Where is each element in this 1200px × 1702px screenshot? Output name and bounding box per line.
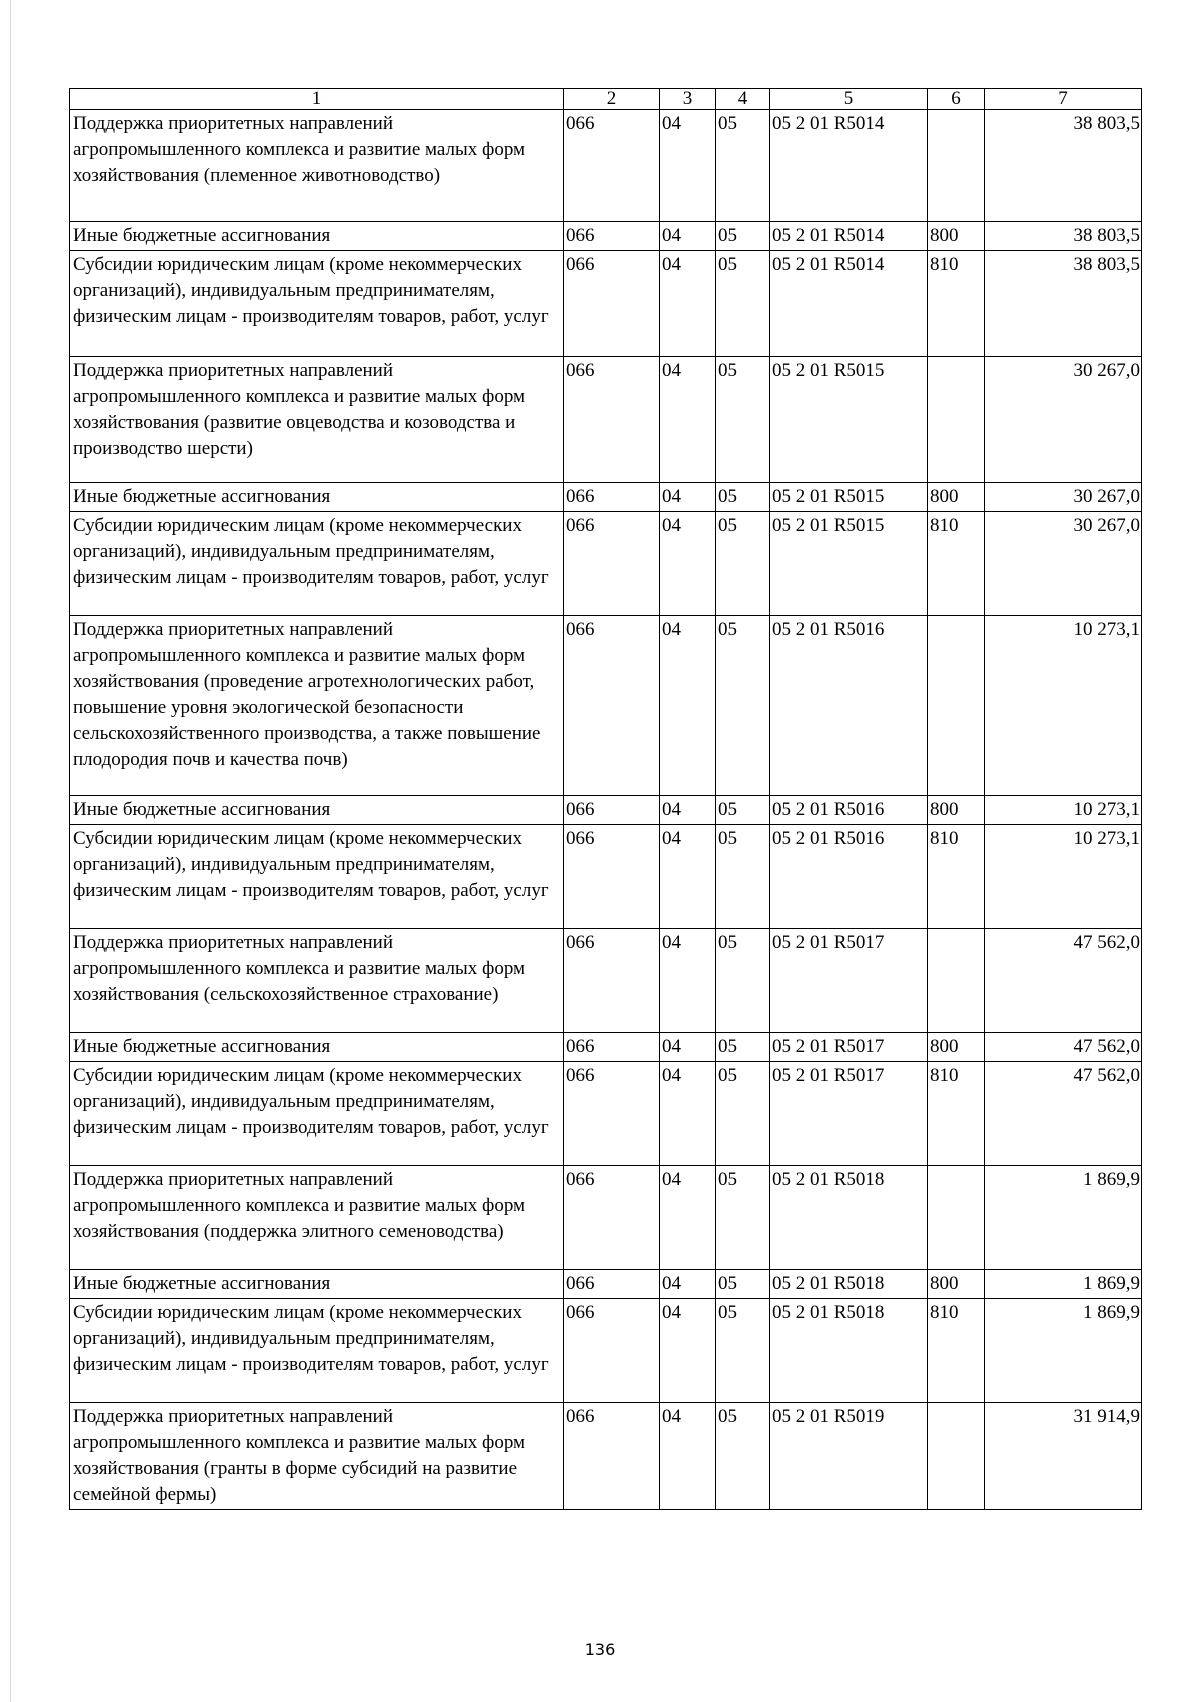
cell-subsection: 05 xyxy=(716,1166,770,1270)
cell-target-article: 05 2 01 R5017 xyxy=(770,1033,928,1062)
cell-subsection: 05 xyxy=(716,929,770,1033)
cell-target-article: 05 2 01 R5018 xyxy=(770,1166,928,1270)
cell-section: 04 xyxy=(660,222,716,251)
cell-target-article: 05 2 01 R5016 xyxy=(770,825,928,929)
cell-expense-type: 800 xyxy=(928,1270,985,1299)
cell-subsection: 05 xyxy=(716,796,770,825)
cell-subsection: 05 xyxy=(716,110,770,222)
cell-target-article: 05 2 01 R5015 xyxy=(770,483,928,512)
col-header-5: 5 xyxy=(770,89,928,110)
cell-target-article: 05 2 01 R5018 xyxy=(770,1270,928,1299)
cell-expense-type: 810 xyxy=(928,825,985,929)
cell-amount: 30 267,0 xyxy=(985,483,1142,512)
cell-ministry-code: 066 xyxy=(564,796,660,825)
cell-section: 04 xyxy=(660,251,716,357)
cell-amount: 1 869,9 xyxy=(985,1166,1142,1270)
cell-expense-type: 800 xyxy=(928,1033,985,1062)
col-header-4: 4 xyxy=(716,89,770,110)
table-row xyxy=(70,222,1142,251)
table-row xyxy=(70,1033,1142,1062)
cell-amount: 30 267,0 xyxy=(985,357,1142,483)
cell-expense-type xyxy=(928,616,985,796)
cell-section: 04 xyxy=(660,1299,716,1403)
cell-ministry-code: 066 xyxy=(564,1270,660,1299)
cell-amount: 30 267,0 xyxy=(985,512,1142,616)
cell-expense-type: 810 xyxy=(928,1299,985,1403)
cell-subsection: 05 xyxy=(716,825,770,929)
table-row xyxy=(70,512,1142,616)
cell-name: Субсидии юридическим лицам (кроме некоммерческих организаций), индивидуальным предпринимателям, физическим лицам - производителям товаров, работ, услуг xyxy=(70,1299,564,1403)
cell-section: 04 xyxy=(660,1033,716,1062)
table-row xyxy=(70,357,1142,483)
cell-name: Иные бюджетные ассигнования xyxy=(70,483,564,512)
cell-section: 04 xyxy=(660,1270,716,1299)
cell-subsection: 05 xyxy=(716,1033,770,1062)
cell-name: Поддержка приоритетных направлений агропромышленного комплекса и развитие малых форм хозяйствования (проведение агротехнологических работ, повышение уровня экологической безопасности сельскохозяйственного производства, а также повышение плодородия почв и качества почв) xyxy=(70,616,564,796)
cell-ministry-code: 066 xyxy=(564,825,660,929)
cell-target-article: 05 2 01 R5014 xyxy=(770,251,928,357)
cell-target-article: 05 2 01 R5019 xyxy=(770,1403,928,1510)
cell-section: 04 xyxy=(660,616,716,796)
cell-section: 04 xyxy=(660,929,716,1033)
cell-section: 04 xyxy=(660,110,716,222)
cell-name: Поддержка приоритетных направлений агропромышленного комплекса и развитие малых форм хозяйствования (поддержка элитного семеноводства) xyxy=(70,1166,564,1270)
table-row xyxy=(70,929,1142,1033)
cell-subsection: 05 xyxy=(716,616,770,796)
cell-target-article: 05 2 01 R5014 xyxy=(770,110,928,222)
cell-ministry-code: 066 xyxy=(564,1299,660,1403)
cell-amount: 38 803,5 xyxy=(985,110,1142,222)
cell-amount: 1 869,9 xyxy=(985,1270,1142,1299)
cell-amount: 10 273,1 xyxy=(985,796,1142,825)
cell-section: 04 xyxy=(660,1062,716,1166)
table-row xyxy=(70,1270,1142,1299)
cell-ministry-code: 066 xyxy=(564,616,660,796)
cell-subsection: 05 xyxy=(716,1299,770,1403)
cell-target-article: 05 2 01 R5016 xyxy=(770,616,928,796)
table-row xyxy=(70,110,1142,222)
col-header-2: 2 xyxy=(564,89,660,110)
table-row xyxy=(70,616,1142,796)
cell-amount: 47 562,0 xyxy=(985,1062,1142,1166)
header-row xyxy=(70,89,1142,110)
cell-name: Иные бюджетные ассигнования xyxy=(70,796,564,825)
cell-amount: 38 803,5 xyxy=(985,251,1142,357)
cell-expense-type xyxy=(928,110,985,222)
cell-target-article: 05 2 01 R5017 xyxy=(770,929,928,1033)
cell-name: Субсидии юридическим лицам (кроме некоммерческих организаций), индивидуальным предпринимателям, физическим лицам - производителям товаров, работ, услуг xyxy=(70,1062,564,1166)
cell-name: Иные бюджетные ассигнования xyxy=(70,1033,564,1062)
cell-expense-type: 800 xyxy=(928,796,985,825)
cell-subsection: 05 xyxy=(716,1403,770,1510)
table-row xyxy=(70,1299,1142,1403)
table-row xyxy=(70,483,1142,512)
cell-section: 04 xyxy=(660,483,716,512)
cell-name: Поддержка приоритетных направлений агропромышленного комплекса и развитие малых форм хозяйствования (сельскохозяйственное страхование) xyxy=(70,929,564,1033)
col-header-1: 1 xyxy=(70,89,564,110)
cell-section: 04 xyxy=(660,825,716,929)
cell-expense-type xyxy=(928,1403,985,1510)
cell-amount: 10 273,1 xyxy=(985,825,1142,929)
cell-expense-type: 810 xyxy=(928,1062,985,1166)
cell-name: Субсидии юридическим лицам (кроме некоммерческих организаций), индивидуальным предпринимателям, физическим лицам - производителям товаров, работ, услуг xyxy=(70,825,564,929)
table-row xyxy=(70,1166,1142,1270)
cell-section: 04 xyxy=(660,1166,716,1270)
cell-ministry-code: 066 xyxy=(564,1403,660,1510)
cell-name: Поддержка приоритетных направлений агропромышленного комплекса и развитие малых форм хозяйствования (племенное животноводство) xyxy=(70,110,564,222)
cell-ministry-code: 066 xyxy=(564,483,660,512)
cell-name: Поддержка приоритетных направлений агропромышленного комплекса и развитие малых форм хозяйствования (гранты в форме субсидий на развитие семейной фермы) xyxy=(70,1403,564,1510)
cell-section: 04 xyxy=(660,512,716,616)
cell-target-article: 05 2 01 R5014 xyxy=(770,222,928,251)
cell-name: Иные бюджетные ассигнования xyxy=(70,1270,564,1299)
cell-ministry-code: 066 xyxy=(564,110,660,222)
cell-amount: 47 562,0 xyxy=(985,929,1142,1033)
cell-ministry-code: 066 xyxy=(564,251,660,357)
col-header-3: 3 xyxy=(660,89,716,110)
table-row xyxy=(70,796,1142,825)
cell-section: 04 xyxy=(660,796,716,825)
cell-section: 04 xyxy=(660,357,716,483)
cell-target-article: 05 2 01 R5018 xyxy=(770,1299,928,1403)
cell-name: Субсидии юридическим лицам (кроме некоммерческих организаций), индивидуальным предпринимателям, физическим лицам - производителям товаров, работ, услуг xyxy=(70,251,564,357)
col-header-7: 7 xyxy=(985,89,1142,110)
cell-expense-type xyxy=(928,1166,985,1270)
cell-amount: 31 914,9 xyxy=(985,1403,1142,1510)
cell-ministry-code: 066 xyxy=(564,512,660,616)
cell-expense-type xyxy=(928,929,985,1033)
cell-expense-type: 810 xyxy=(928,512,985,616)
cell-ministry-code: 066 xyxy=(564,1033,660,1062)
page-edge-line xyxy=(10,0,11,1702)
cell-name: Поддержка приоритетных направлений агропромышленного комплекса и развитие малых форм хозяйствования (развитие овцеводства и козоводства и производство шерсти) xyxy=(70,357,564,483)
cell-subsection: 05 xyxy=(716,483,770,512)
page-number: 136 xyxy=(584,1640,616,1659)
cell-amount: 10 273,1 xyxy=(985,616,1142,796)
cell-ministry-code: 066 xyxy=(564,1166,660,1270)
table-row xyxy=(70,251,1142,357)
cell-amount: 47 562,0 xyxy=(985,1033,1142,1062)
table-row xyxy=(70,825,1142,929)
cell-amount: 1 869,9 xyxy=(985,1299,1142,1403)
cell-subsection: 05 xyxy=(716,1270,770,1299)
cell-subsection: 05 xyxy=(716,512,770,616)
cell-amount: 38 803,5 xyxy=(985,222,1142,251)
cell-expense-type xyxy=(928,357,985,483)
budget-table xyxy=(69,88,1142,1510)
cell-subsection: 05 xyxy=(716,357,770,483)
cell-section: 04 xyxy=(660,1403,716,1510)
cell-ministry-code: 066 xyxy=(564,222,660,251)
cell-target-article: 05 2 01 R5017 xyxy=(770,1062,928,1166)
cell-subsection: 05 xyxy=(716,222,770,251)
cell-expense-type: 800 xyxy=(928,483,985,512)
col-header-6: 6 xyxy=(928,89,985,110)
cell-expense-type: 800 xyxy=(928,222,985,251)
cell-name: Иные бюджетные ассигнования xyxy=(70,222,564,251)
cell-target-article: 05 2 01 R5015 xyxy=(770,357,928,483)
cell-ministry-code: 066 xyxy=(564,357,660,483)
cell-name: Субсидии юридическим лицам (кроме некоммерческих организаций), индивидуальным предпринимателям, физическим лицам - производителям товаров, работ, услуг xyxy=(70,512,564,616)
cell-ministry-code: 066 xyxy=(564,1062,660,1166)
cell-target-article: 05 2 01 R5015 xyxy=(770,512,928,616)
cell-ministry-code: 066 xyxy=(564,929,660,1033)
cell-subsection: 05 xyxy=(716,1062,770,1166)
table-row xyxy=(70,1403,1142,1510)
table-row xyxy=(70,1062,1142,1166)
cell-target-article: 05 2 01 R5016 xyxy=(770,796,928,825)
cell-subsection: 05 xyxy=(716,251,770,357)
cell-expense-type: 810 xyxy=(928,251,985,357)
